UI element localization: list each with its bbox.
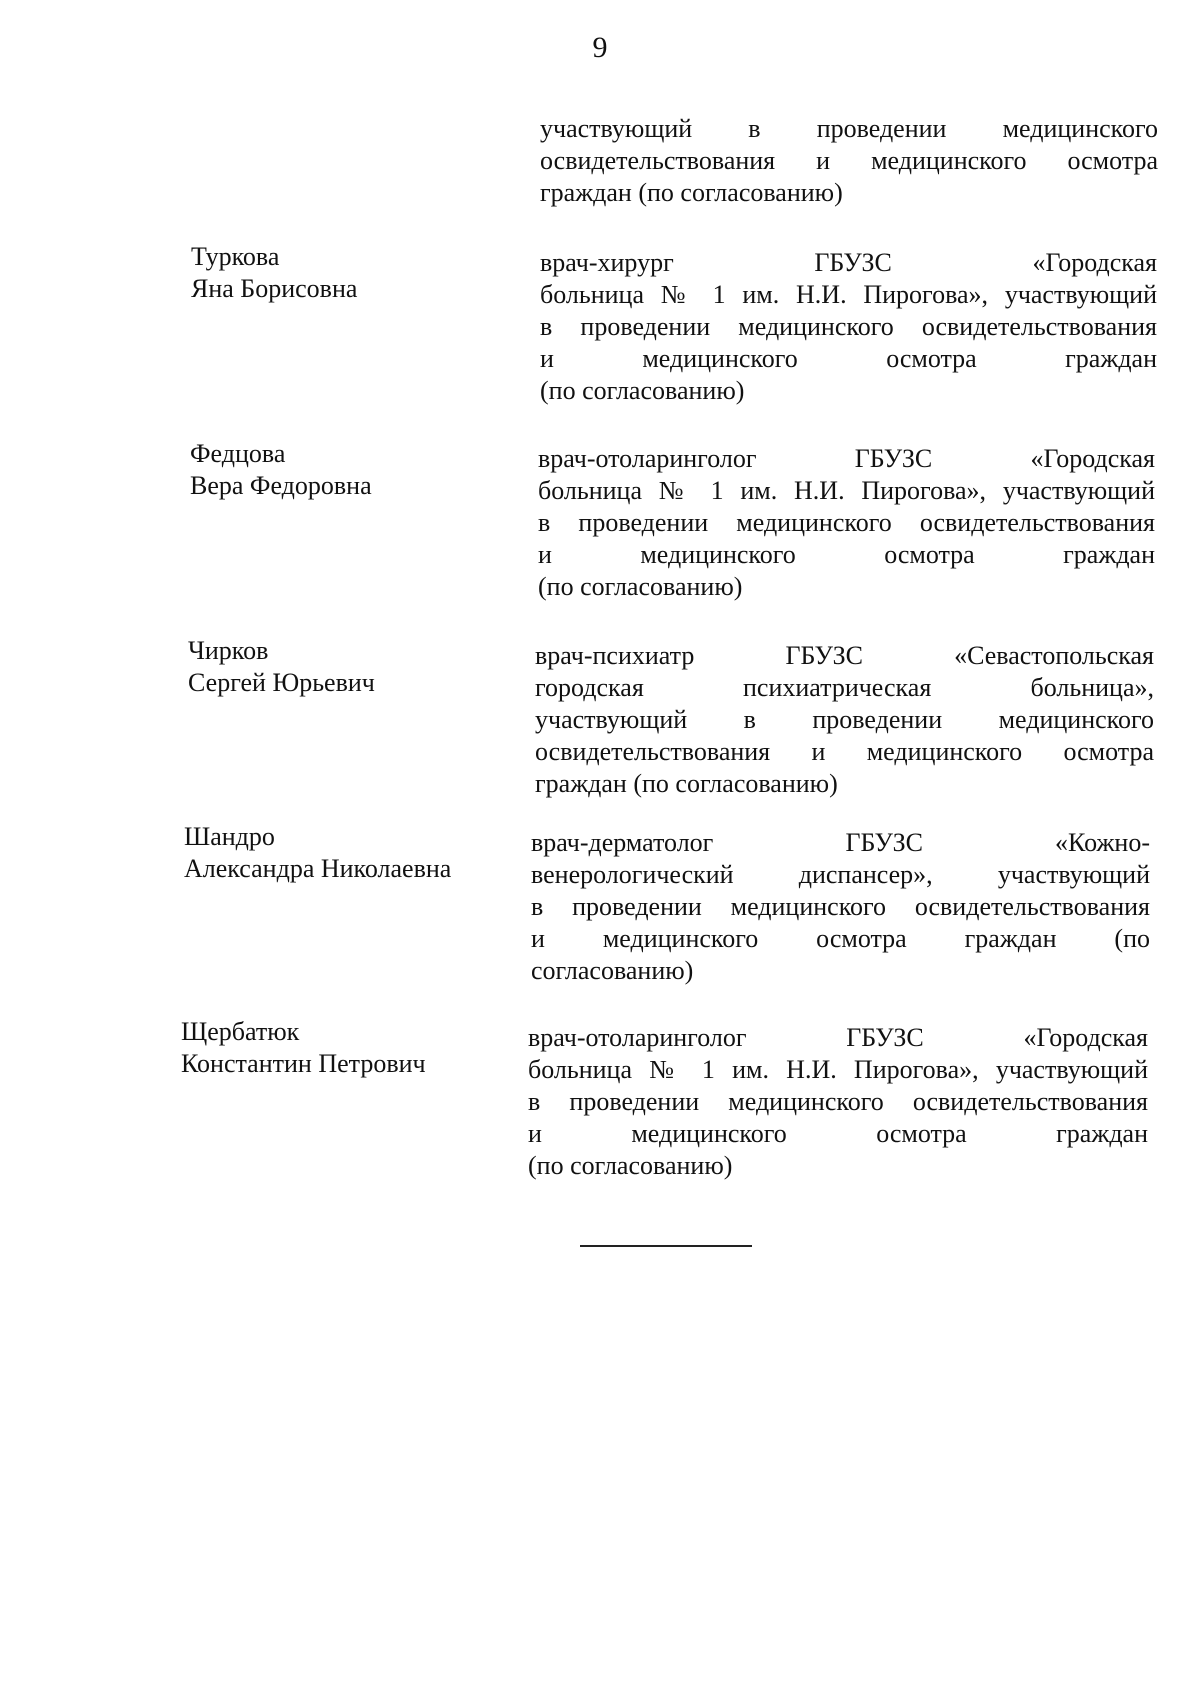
- member-role-shcherbatyuk: [528, 1022, 1148, 1182]
- member-surname: Туркова: [191, 242, 280, 271]
- member-role-chirkov: [535, 640, 1154, 800]
- end-of-list-rule: [580, 1245, 752, 1247]
- role-line-2: больница № 1 им. Н.И. Пирогова», участвующий: [528, 1055, 1148, 1084]
- role-line-2: городская психиатрическая больница»,: [535, 673, 1154, 702]
- role-line-3: в проведении медицинского освидетельствования: [528, 1087, 1148, 1116]
- role-line-4: и медицинского осмотра граждан: [540, 344, 1157, 373]
- role-line-4: освидетельствования и медицинского осмотра: [535, 737, 1154, 766]
- member-surname: Чирков: [188, 636, 269, 665]
- role-line-5: (по согласованию): [528, 1151, 733, 1180]
- intro-line-3: граждан (по согласованию): [540, 178, 843, 207]
- page-number: 9: [592, 31, 608, 64]
- role-line-2: больница № 1 им. Н.И. Пирогова», участвующий: [538, 476, 1155, 505]
- role-line-5: согласованию): [531, 956, 694, 985]
- member-role-fedtsova: [538, 443, 1155, 603]
- member-given-names: Сергей Юрьевич: [188, 668, 375, 697]
- member-name-shcherbatyuk: [181, 1016, 426, 1080]
- role-line-2: больница № 1 им. Н.И. Пирогова», участвующий: [540, 280, 1157, 309]
- member-given-names: Константин Петрович: [181, 1049, 426, 1078]
- intro-line-2: освидетельствования и медицинского осмотра: [540, 146, 1158, 175]
- role-line-3: в проведении медицинского освидетельствования: [531, 892, 1150, 921]
- member-name-shandro: [184, 821, 451, 885]
- member-given-names: Александра Николаевна: [184, 854, 452, 883]
- intro-line-1: участвующий в проведении медицинского: [540, 114, 1158, 143]
- role-line-5: (по согласованию): [540, 376, 745, 405]
- member-name-fedtsova: [190, 438, 372, 502]
- member-given-names: Вера Федоровна: [190, 471, 372, 500]
- role-line-1: врач-отоларинголог ГБУЗС «Городская: [538, 444, 1155, 473]
- member-name-turkova: [191, 241, 357, 305]
- member-given-names: Яна Борисовна: [191, 274, 358, 303]
- member-role-shandro: [531, 827, 1150, 987]
- role-line-3: участвующий в проведении медицинского: [535, 705, 1154, 734]
- role-line-4: и медицинского осмотра граждан: [538, 540, 1155, 569]
- member-name-chirkov: [188, 635, 375, 699]
- role-line-3: в проведении медицинского освидетельствования: [540, 312, 1157, 341]
- role-line-2: венерологический диспансер», участвующий: [531, 860, 1150, 889]
- role-line-1: врач-психиатр ГБУЗС «Севастопольская: [535, 641, 1154, 670]
- role-line-4: и медицинского осмотра граждан (по: [531, 924, 1150, 953]
- member-surname: Шандро: [184, 822, 275, 851]
- intro-role-text: [540, 113, 1158, 209]
- role-line-1: врач-дерматолог ГБУЗС «Кожно-: [531, 828, 1150, 857]
- member-surname: Федцова: [190, 439, 286, 468]
- role-line-5: (по согласованию): [538, 572, 743, 601]
- role-line-4: и медицинского осмотра граждан: [528, 1119, 1148, 1148]
- member-surname: Щербатюк: [181, 1017, 300, 1046]
- role-line-1: врач-отоларинголог ГБУЗС «Городская: [528, 1023, 1148, 1052]
- role-line-1: врач-хирург ГБУЗС «Городская: [540, 248, 1157, 277]
- member-role-turkova: [540, 247, 1157, 407]
- role-line-3: в проведении медицинского освидетельствования: [538, 508, 1155, 537]
- role-line-5: граждан (по согласованию): [535, 769, 838, 798]
